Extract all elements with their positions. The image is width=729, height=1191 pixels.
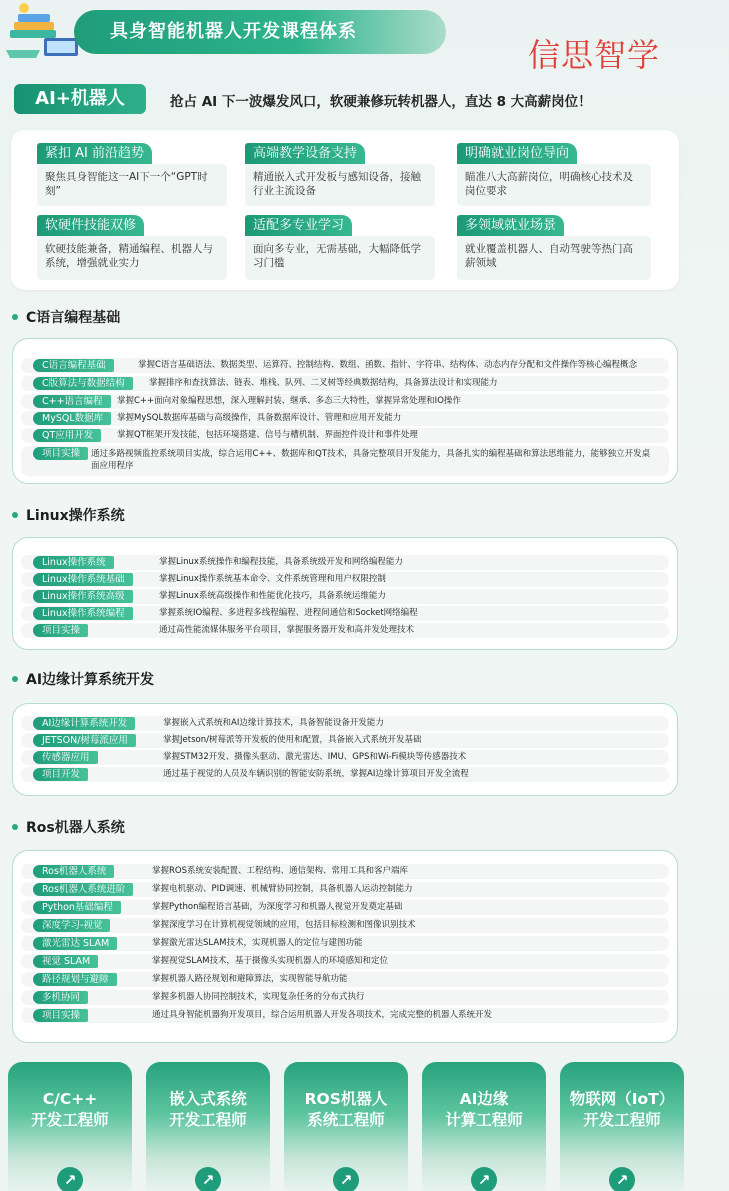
course-desc: 通过具身智能机器狗开发项目，综合运用机器人开发各项技术，完成完整的机器人系统开发: [152, 1010, 493, 1020]
course-row: [21, 733, 669, 748]
course-desc: 掌握Linux操作系统基本命令、文件系统管理和用户权限控制: [159, 574, 386, 584]
course-tag: Linux操作系统高级: [33, 590, 133, 603]
course-panel-ros: [12, 850, 678, 1043]
course-desc: 掌握Linux系统操作和编程技能，具备系统级开发和网络编程能力: [159, 557, 403, 567]
course-tag: 路径规划与避障: [33, 973, 117, 986]
course-tag: 激光雷达 SLAM: [33, 937, 117, 950]
course-row: [21, 572, 669, 587]
course-row: [21, 990, 669, 1005]
course-tag: 多机协同: [33, 991, 88, 1004]
course-desc: 掌握排序和查找算法、链表、堆栈、队列、二叉树等经典数据结构，具备算法设计和实现能力: [149, 378, 498, 388]
section-heading: [12, 669, 154, 689]
bullet-dot-icon: [12, 676, 18, 682]
course-tag: C++语言编程: [33, 395, 111, 408]
arrow-up-right-icon[interactable]: ↗: [471, 1167, 497, 1191]
page-title: 具身智能机器人开发课程体系: [74, 10, 446, 54]
course-tag: Ros机器人系统: [33, 865, 114, 878]
job-line1: 嵌入式系统: [169, 1090, 247, 1108]
bullet-dot-icon: [12, 512, 18, 518]
course-row: [21, 623, 669, 638]
feature-desc: 就业覆盖机器人、自动驾驶等热门高薪领域: [457, 236, 651, 280]
course-tag: AI边缘计算系统开发: [33, 717, 135, 730]
course-panel-ai-edge: [12, 703, 678, 796]
feature-title: 高端教学设备支持: [245, 143, 365, 164]
job-line2: 开发工程师: [169, 1111, 247, 1129]
section-title: AI边缘计算系统开发: [26, 672, 155, 688]
course-desc: 掌握多机器人协同控制技术，实现复杂任务的分布式执行: [152, 992, 365, 1002]
course-row: [21, 555, 669, 570]
course-panel-linux: [12, 537, 678, 650]
course-row: [21, 446, 669, 476]
course-desc: 掌握Linux系统高级操作和性能优化技巧，具备系统运维能力: [159, 591, 386, 601]
course-desc: 掌握Jetson/树莓派等开发板的使用和配置，具备嵌入式系统开发基础: [163, 735, 422, 745]
feature-title: 适配多专业学习: [245, 215, 352, 236]
feature-item: [37, 142, 227, 206]
arrow-up-right-icon[interactable]: ↗: [57, 1167, 83, 1191]
course-row: [21, 411, 669, 426]
course-desc: 掌握ROS系统安装配置、工程结构、通信架构、常用工具和客户端库: [152, 866, 408, 876]
course-row: [21, 936, 669, 951]
course-row: [21, 606, 669, 621]
job-line2: 计算工程师: [445, 1111, 523, 1129]
section-title: Linux操作系统: [26, 508, 125, 524]
job-card[interactable]: [146, 1062, 270, 1191]
course-desc: 掌握激光雷达SLAM技术，实现机器人的定位与建图功能: [152, 938, 363, 948]
job-line2: 开发工程师: [31, 1111, 109, 1129]
course-desc: 掌握C++面向对象编程思想，深入理解封装、继承、多态三大特性，掌握异常处理和IO操作: [117, 396, 461, 406]
course-desc: 通过高性能流媒体服务平台项目，掌握服务器开发和高并发处理技术: [159, 625, 415, 635]
course-tag: 项目实操: [33, 1009, 88, 1022]
feature-item: [37, 214, 227, 280]
section-heading: [12, 817, 125, 837]
course-row: [21, 716, 669, 731]
job-card[interactable]: [8, 1062, 132, 1191]
course-row: [21, 394, 669, 409]
course-row: [21, 376, 669, 391]
job-card[interactable]: [422, 1062, 546, 1191]
section-title: Ros机器人系统: [26, 820, 125, 836]
course-row: [21, 428, 669, 443]
course-desc: 掌握STM32开发、摄像头驱动、激光雷达、IMU、GPS和Wi-Fi模块等传感器技术: [163, 752, 467, 762]
course-tag: 项目开发: [33, 768, 88, 781]
course-tag: 传感器应用: [33, 751, 98, 764]
feature-item: [457, 142, 651, 206]
books-laptop-illustration: [4, 0, 82, 62]
feature-title: 紧扣 AI 前沿趋势: [37, 143, 152, 164]
brand-logo-text: 信思智学: [528, 36, 661, 74]
course-desc: 掌握系统IO编程、多进程多线程编程、进程间通信和Socket网络编程: [159, 608, 418, 618]
course-panel-c: [12, 338, 678, 484]
feature-title: 明确就业岗位导向: [457, 143, 577, 164]
course-desc: 通过基于视觉的人员及车辆识别的智能安防系统，掌握AI边缘计算项目开发全流程: [163, 769, 469, 779]
course-row: [21, 750, 669, 765]
course-tag: JETSON/树莓派应用: [33, 734, 136, 747]
feature-desc: 精通嵌入式开发板与感知设备，接触行业主流设备: [245, 164, 435, 206]
course-tag: 项目实操: [33, 624, 88, 637]
feature-desc: 软硬技能兼备，精通编程、机器人与系统，增强就业实力: [37, 236, 227, 280]
course-tag: QT应用开发: [33, 429, 101, 442]
job-line2: 系统工程师: [307, 1111, 385, 1129]
feature-title: 软硬件技能双修: [37, 215, 144, 236]
course-tag: Ros机器人系统进阶: [33, 883, 133, 896]
course-row: [21, 972, 669, 987]
arrow-up-right-icon[interactable]: ↗: [195, 1167, 221, 1191]
course-row: [21, 864, 669, 879]
course-tag: 项目实操: [33, 447, 88, 460]
course-desc: 掌握电机驱动、PID调速、机械臂协同控制，具备机器人运动控制能力: [152, 884, 413, 894]
course-tag: Linux操作系统: [33, 556, 114, 569]
course-tag: Linux操作系统基础: [33, 573, 133, 586]
course-row: [21, 954, 669, 969]
course-desc: 掌握C语言基础语法、数据类型、运算符、控制结构、数组、函数、指针、字符串、结构体、动态内存分配和文件操作等核心编程概念: [138, 360, 637, 370]
course-desc: 掌握嵌入式系统和AI边缘计算技术，具备智能设备开发能力: [163, 718, 384, 728]
course-tag: Linux操作系统编程: [33, 607, 133, 620]
course-desc: 掌握Python编程语言基础，为深度学习和机器人视觉开发奠定基础: [152, 902, 403, 912]
section-title: C语言编程基础: [26, 310, 121, 326]
course-desc: 掌握视觉SLAM技术，基于摄像头实现机器人的环境感知和定位: [152, 956, 388, 966]
feature-item: [457, 214, 651, 280]
slogan-text: 抢占 AI 下一波爆发风口，软硬兼修玩转机器人，直达 8 大高薪岗位！: [170, 94, 592, 110]
course-row: [21, 358, 669, 373]
course-row: [21, 1008, 669, 1023]
course-tag: 深度学习-视觉: [33, 919, 110, 932]
job-line1: C/C++: [42, 1090, 98, 1108]
bullet-dot-icon: [12, 314, 18, 320]
course-row: [21, 900, 669, 915]
feature-desc: 聚焦具身智能这一AI下一个“GPT时刻”: [37, 164, 227, 206]
job-line1: AI边缘: [459, 1090, 509, 1108]
feature-desc: 面向多专业，无需基础，大幅降低学习门槛: [245, 236, 435, 280]
course-desc: 掌握深度学习在计算机视觉领域的应用，包括目标检测和图像识别技术: [152, 920, 416, 930]
course-tag: Python基础编程: [33, 901, 121, 914]
feature-desc: 瞄准八大高薪岗位，明确核心技术及岗位要求: [457, 164, 651, 206]
course-row: [21, 882, 669, 897]
course-row: [21, 918, 669, 933]
arrow-up-right-icon[interactable]: ↗: [609, 1167, 635, 1191]
job-line1: 物联网（IoT）: [569, 1090, 675, 1108]
course-row: [21, 767, 669, 782]
feature-title: 多领域就业场景: [457, 215, 564, 236]
course-desc: 掌握QT框架开发技能，包括环境搭建、信号与槽机制、界面控件设计和事件处理: [117, 430, 418, 440]
course-tag: C版算法与数据结构: [33, 377, 133, 390]
course-desc: 通过多路视频监控系统项目实战，综合运用C++、数据库和QT技术，具备完整项目开发能力，具备扎实的编程基础和算法思维能力，能够独立开发桌面应用程序: [91, 449, 651, 471]
feature-item: [245, 214, 435, 280]
feature-item: [245, 142, 435, 206]
job-card[interactable]: [560, 1062, 684, 1191]
course-row: [21, 589, 669, 604]
course-tag: 视觉 SLAM: [33, 955, 98, 968]
job-line2: 开发工程师: [583, 1111, 661, 1129]
course-desc: 掌握MySQL数据库基础与高级操作，具备数据库设计、管理和应用开发能力: [117, 413, 402, 423]
features-card: [11, 130, 679, 290]
job-line1: ROS机器人: [304, 1090, 388, 1108]
arrow-up-right-icon[interactable]: ↗: [333, 1167, 359, 1191]
section-heading: [12, 307, 120, 327]
job-card[interactable]: [284, 1062, 408, 1191]
ai-robot-pill: AI+机器人: [14, 84, 146, 114]
course-desc: 掌握机器人路径规划和避障算法，实现智能导航功能: [152, 974, 348, 984]
section-heading: [12, 505, 125, 525]
course-tag: MySQL数据库: [33, 412, 111, 425]
bullet-dot-icon: [12, 824, 18, 830]
course-tag: C语言编程基础: [33, 359, 114, 372]
